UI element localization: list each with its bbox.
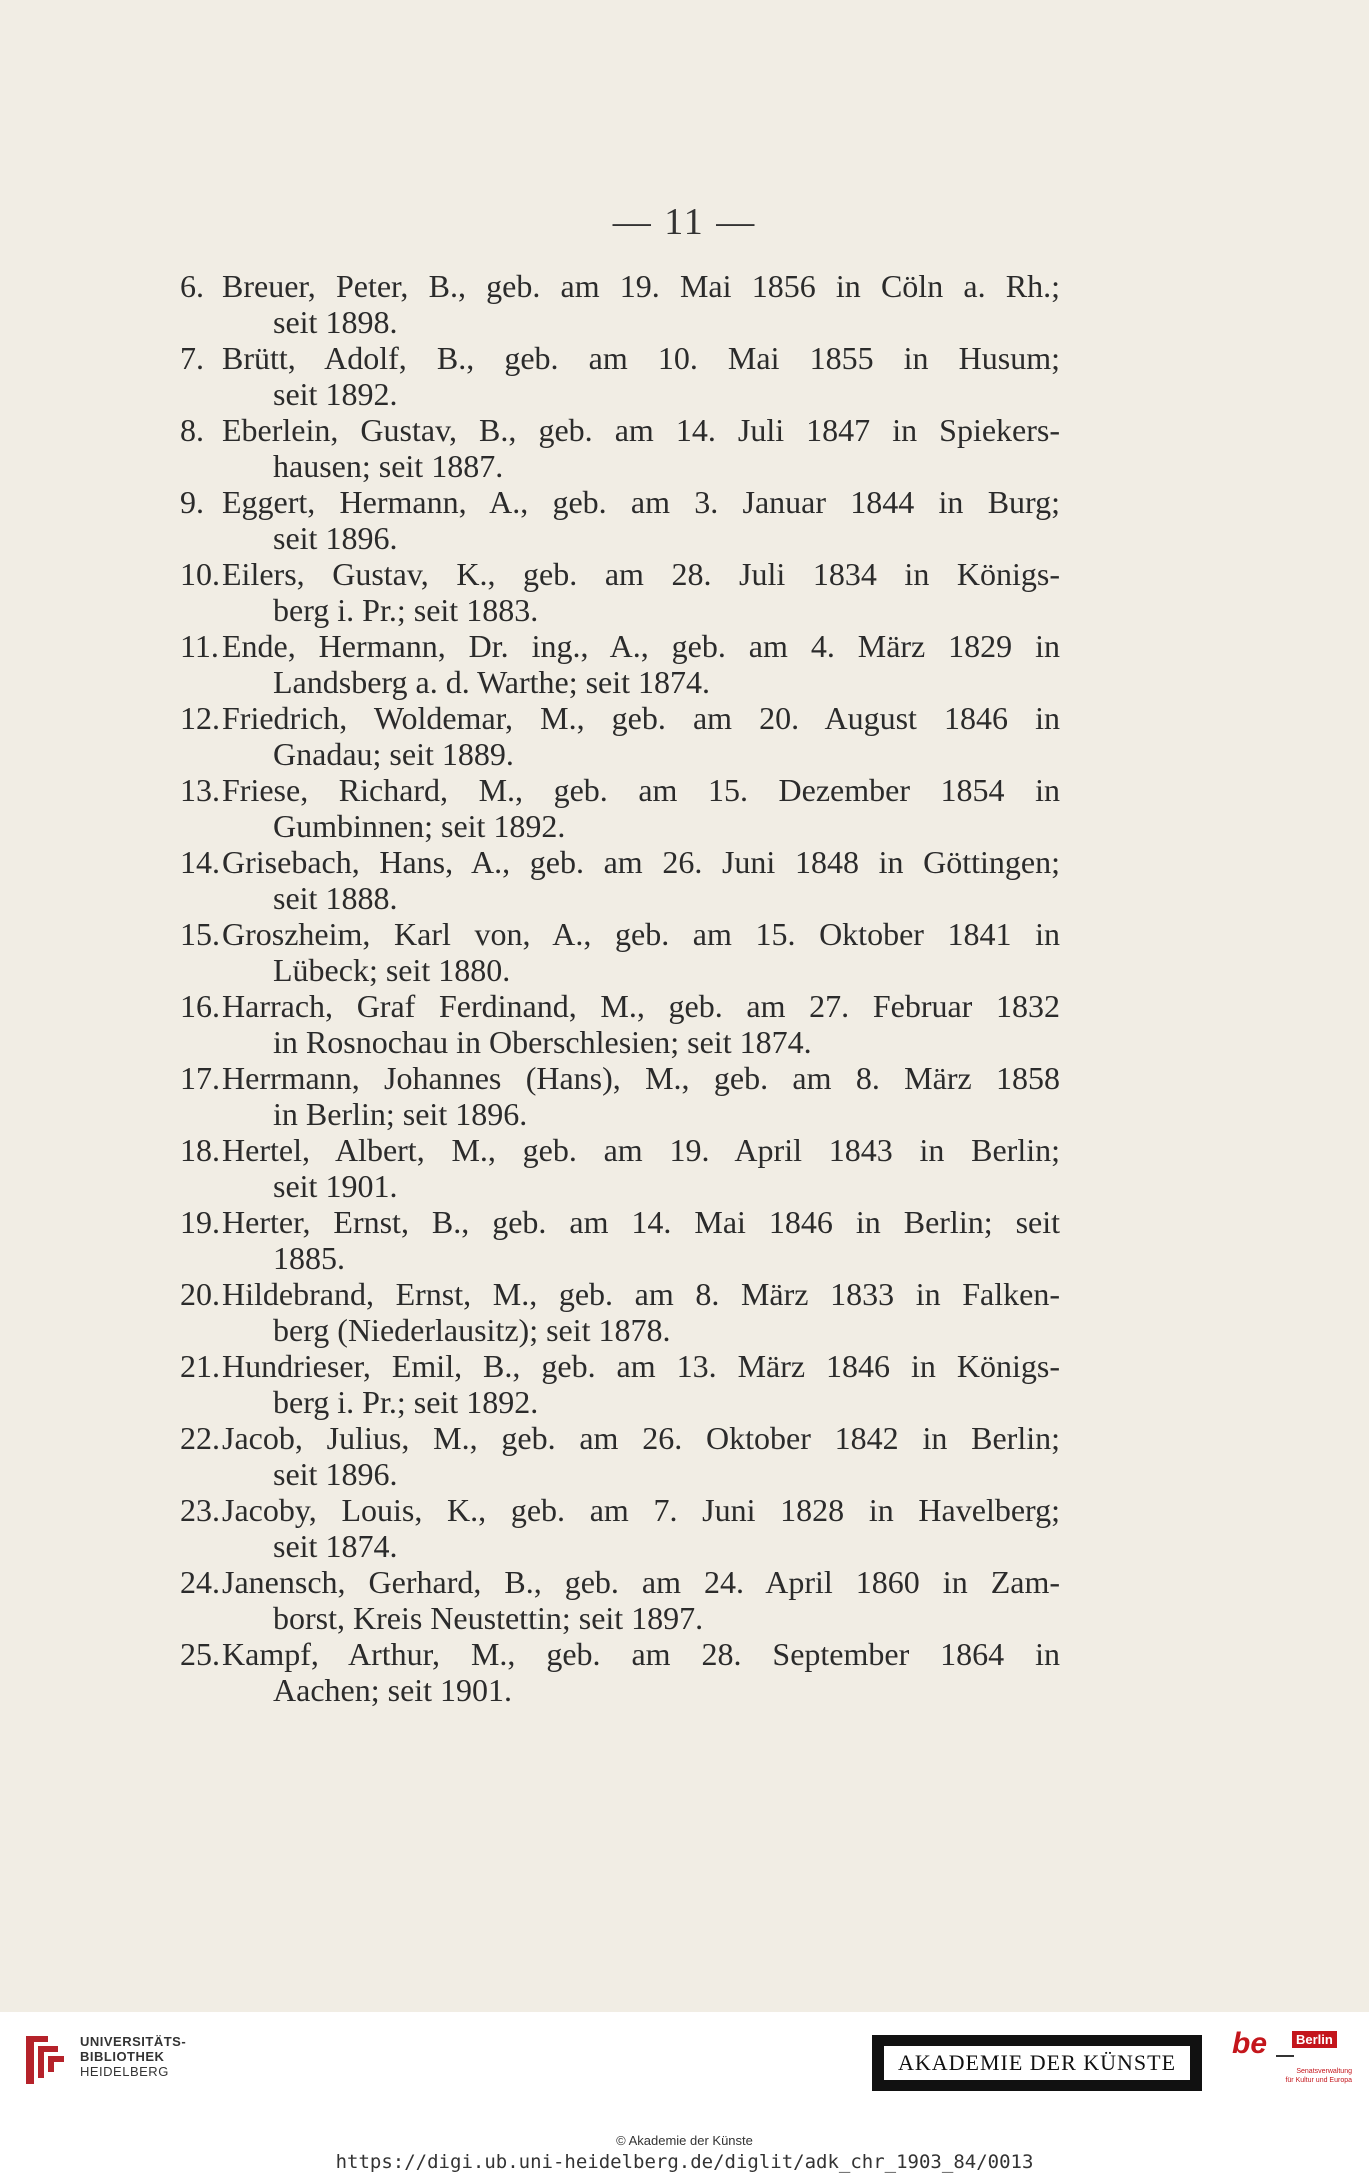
list-item — [180, 1060, 1060, 1132]
library-logo-icon — [14, 2030, 74, 2090]
berlin-tag: Berlin — [1292, 2031, 1337, 2048]
entry-line-1: Hundrieser, Emil, B., geb. am 13. März 1846 in Königs- — [222, 1348, 1060, 1384]
library-logo-line1: UNIVERSITÄTS- — [80, 2034, 187, 2049]
list-item — [180, 556, 1060, 628]
source-url-link[interactable]: https://digi.ub.uni-heidelberg.de/diglit/adk_chr_1903_84/0013 — [335, 2151, 1034, 2173]
entry-line-1: Eberlein, Gustav, B., geb. am 14. Juli 1847 in Spiekers- — [222, 412, 1060, 448]
entry-number: 7. — [180, 340, 204, 376]
entry-number: 19. — [180, 1204, 220, 1240]
entry-number: 14. — [180, 844, 220, 880]
entry-line-2: berg i. Pr.; seit 1892. — [273, 1384, 539, 1420]
page-number: — 11 — — [612, 201, 757, 243]
entry-line-2: hausen; seit 1887. — [273, 448, 504, 484]
entry-line-2: Gnadau; seit 1889. — [273, 736, 514, 772]
entry-line-1: Friedrich, Woldemar, M., geb. am 20. August 1846 in — [222, 700, 1060, 736]
entry-line-1: Ende, Hermann, Dr. ing., A., geb. am 4. März 1829 in — [222, 628, 1060, 664]
entry-line-1: Kampf, Arthur, M., geb. am 28. September 1864 in — [222, 1636, 1060, 1672]
entry-line-1: Brütt, Adolf, B., geb. am 10. Mai 1855 in Husum; — [222, 340, 1060, 376]
entry-number: 24. — [180, 1564, 220, 1600]
entry-line-2: berg (Niederlausitz); seit 1878. — [273, 1312, 671, 1348]
list-item — [180, 700, 1060, 772]
entry-line-1: Groszheim, Karl von, A., geb. am 15. Oktober 1841 in — [222, 916, 1060, 952]
entry-line-2: Aachen; seit 1901. — [273, 1672, 513, 1708]
entry-line-1: Eggert, Hermann, A., geb. am 3. Januar 1844 in Burg; — [222, 484, 1060, 520]
entry-line-1: Grisebach, Hans, A., geb. am 26. Juni 1848 in Göttingen; — [222, 844, 1060, 880]
entry-number: 9. — [180, 484, 204, 520]
berlin-sub-line2: für Kultur und Europa — [1285, 2077, 1352, 2084]
entry-number: 6. — [180, 268, 204, 304]
entry-line-1: Hertel, Albert, M., geb. am 19. April 1843 in Berlin; — [222, 1132, 1060, 1168]
list-item — [180, 412, 1060, 484]
entry-line-2: seit 1896. — [273, 520, 398, 556]
entry-line-2: in Rosnochau in Oberschlesien; seit 1874. — [273, 1024, 812, 1060]
list-item — [180, 1276, 1060, 1348]
entry-line-1: Breuer, Peter, B., geb. am 19. Mai 1856 in Cöln a. Rh.; — [222, 268, 1060, 304]
library-logo-line2: BIBLIOTHEK — [80, 2049, 165, 2064]
entry-line-1: Harrach, Graf Ferdinand, M., geb. am 27. Februar 1832 — [222, 988, 1060, 1024]
list-item — [180, 268, 1060, 340]
berlin-sub-line1: Senatsverwaltung — [1296, 2068, 1352, 2075]
berlin-senate-logo[interactable] — [1232, 2027, 1352, 2097]
entry-line-2: Gumbinnen; seit 1892. — [273, 808, 566, 844]
list-item — [180, 1636, 1060, 1708]
entry-number: 15. — [180, 916, 220, 952]
entry-line-2: seit 1888. — [273, 880, 398, 916]
library-logo-line3: HEIDELBERG — [80, 2064, 169, 2079]
berlin-be-mark: be — [1232, 2027, 1268, 2060]
entry-line-2: in Berlin; seit 1896. — [273, 1096, 528, 1132]
university-library-logo[interactable] — [14, 2030, 204, 2090]
entry-number: 23. — [180, 1492, 220, 1528]
entry-number: 17. — [180, 1060, 220, 1096]
entry-line-2: seit 1901. — [273, 1168, 398, 1204]
entry-line-2: seit 1892. — [273, 376, 398, 412]
list-item — [180, 772, 1060, 844]
entry-number: 22. — [180, 1420, 220, 1456]
entry-number: 21. — [180, 1348, 220, 1384]
entry-line-1: Herrmann, Johannes (Hans), M., geb. am 8. März 1858 — [222, 1060, 1060, 1096]
entry-line-1: Friese, Richard, M., geb. am 15. Dezember 1854 in — [222, 772, 1060, 808]
list-item — [180, 628, 1060, 700]
entry-line-2: seit 1896. — [273, 1456, 398, 1492]
entry-number: 11. — [180, 628, 219, 664]
entry-line-1: Herter, Ernst, B., geb. am 14. Mai 1846 in Berlin; seit — [222, 1204, 1060, 1240]
entry-number: 20. — [180, 1276, 220, 1312]
entry-line-1: Eilers, Gustav, K., geb. am 28. Juli 1834 in Königs- — [222, 556, 1060, 592]
entry-number: 16. — [180, 988, 220, 1024]
list-item — [180, 1420, 1060, 1492]
entry-number: 25. — [180, 1636, 220, 1672]
entry-line-2: seit 1898. — [273, 304, 398, 340]
list-item — [180, 1348, 1060, 1420]
list-item — [180, 1132, 1060, 1204]
entry-number: 10. — [180, 556, 220, 592]
copyright-notice: © Akademie der Künste — [616, 2133, 753, 2148]
member-list — [180, 268, 1060, 1708]
academy-logo[interactable] — [872, 2035, 1202, 2091]
list-item — [180, 340, 1060, 412]
entry-line-1: Jacoby, Louis, K., geb. am 7. Juni 1828 in Havelberg; — [222, 1492, 1060, 1528]
entry-number: 12. — [180, 700, 220, 736]
list-item — [180, 916, 1060, 988]
academy-label: AKADEMIE DER KÜNSTE — [884, 2046, 1190, 2080]
list-item — [180, 1492, 1060, 1564]
entry-line-2: Lübeck; seit 1880. — [273, 952, 511, 988]
list-item — [180, 484, 1060, 556]
list-item — [180, 844, 1060, 916]
entry-line-2: seit 1874. — [273, 1528, 398, 1564]
list-item — [180, 1204, 1060, 1276]
entry-line-2: 1885. — [273, 1240, 345, 1276]
entry-line-1: Janensch, Gerhard, B., geb. am 24. April 1860 in Zam- — [222, 1564, 1060, 1600]
list-item — [180, 988, 1060, 1060]
entry-line-1: Jacob, Julius, M., geb. am 26. Oktober 1842 in Berlin; — [222, 1420, 1060, 1456]
entry-line-1: Hildebrand, Ernst, M., geb. am 8. März 1833 in Falken- — [222, 1276, 1060, 1312]
entry-line-2: Landsberg a. d. Warthe; seit 1874. — [273, 664, 711, 700]
entry-number: 8. — [180, 412, 204, 448]
list-item — [180, 1564, 1060, 1636]
entry-line-2: borst, Kreis Neustettin; seit 1897. — [273, 1600, 704, 1636]
entry-line-2: berg i. Pr.; seit 1883. — [273, 592, 539, 628]
entry-number: 18. — [180, 1132, 220, 1168]
entry-number: 13. — [180, 772, 220, 808]
